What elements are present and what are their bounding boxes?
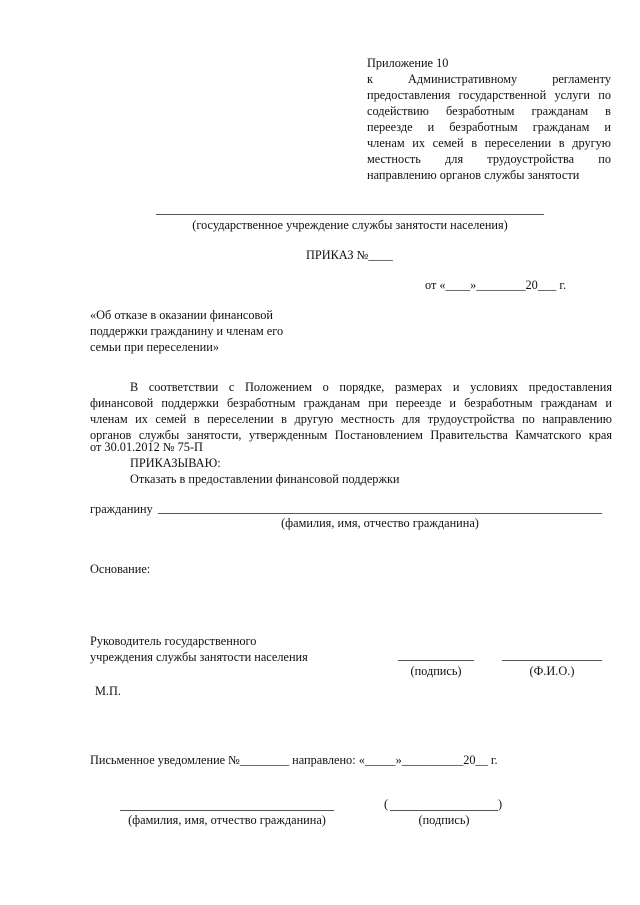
subject-line-2: поддержки гражданину и членам его <box>90 324 284 338</box>
notice-fio-caption: (фамилия, имя, отчество гражданина) <box>128 813 326 827</box>
head-title-line-1: Руководитель государственного <box>90 634 257 648</box>
basis-label: Основание: <box>90 562 151 576</box>
org-name-line <box>156 214 544 215</box>
paren-close: ) <box>498 797 503 811</box>
order-action: Отказать в предоставлении финансовой поддержки <box>130 472 400 486</box>
signature-line <box>398 660 474 661</box>
signature-caption: (подпись) <box>410 664 462 678</box>
order-command: ПРИКАЗЫВАЮ: <box>130 456 221 470</box>
appendix-line-1: к Административному регламенту <box>367 72 611 86</box>
appendix-line-4: переезде и безработным гражданам и <box>367 120 611 134</box>
appendix-line-7: направлению органов службы занятости <box>367 168 580 182</box>
org-caption: (государственное учреждение службы занятости населения) <box>192 218 508 232</box>
head-title-line-2: учреждения службы занятости населения <box>90 650 308 664</box>
notice-signature-line <box>390 810 498 811</box>
notice-signature-caption: (подпись) <box>418 813 470 827</box>
appendix-line-6: местность для трудоустройства по <box>367 152 611 166</box>
body-line-3: членам их семей в переселении в другую местность для трудоустройства по направлению <box>90 412 612 426</box>
appendix-line-5: членам их семей в переселении в другую <box>367 136 611 150</box>
notice-fio-line <box>120 810 334 811</box>
fio-line <box>502 660 602 661</box>
citizen-caption: (фамилия, имя, отчество гражданина) <box>281 516 479 530</box>
body-line-2: финансовой поддержки безработным гражданам при переезде и безработным гражданам и <box>90 396 612 410</box>
order-date: от «____»________20___ г. <box>425 278 567 292</box>
subject-line-3: семьи при переселении» <box>90 340 219 354</box>
subject-line-1: «Об отказе в оказании финансовой <box>90 308 273 322</box>
body-line-4: органов службы занятости, утвержденным Постановлением Правительства Камчатского края <box>90 428 612 442</box>
stamp-label: М.П. <box>95 684 121 698</box>
citizen-name-line <box>158 513 602 514</box>
body-line-5: от 30.01.2012 № 75-П <box>90 440 203 454</box>
appendix-line-3: содействию безработным гражданам в <box>367 104 611 118</box>
fio-caption: (Ф.И.О.) <box>529 664 575 678</box>
citizen-label: гражданину <box>90 502 153 516</box>
appendix-title: Приложение 10 <box>367 56 449 70</box>
appendix-line-2: предоставления государственной услуги по <box>367 88 611 102</box>
paren-open: ( <box>384 797 389 811</box>
order-title: ПРИКАЗ №____ <box>306 248 393 262</box>
notice-text: Письменное уведомление №________ направлено: «_____»__________20__ г. <box>90 753 498 767</box>
body-line-1: В соответствии с Положением о порядке, размерах и условиях предоставления <box>130 380 612 394</box>
